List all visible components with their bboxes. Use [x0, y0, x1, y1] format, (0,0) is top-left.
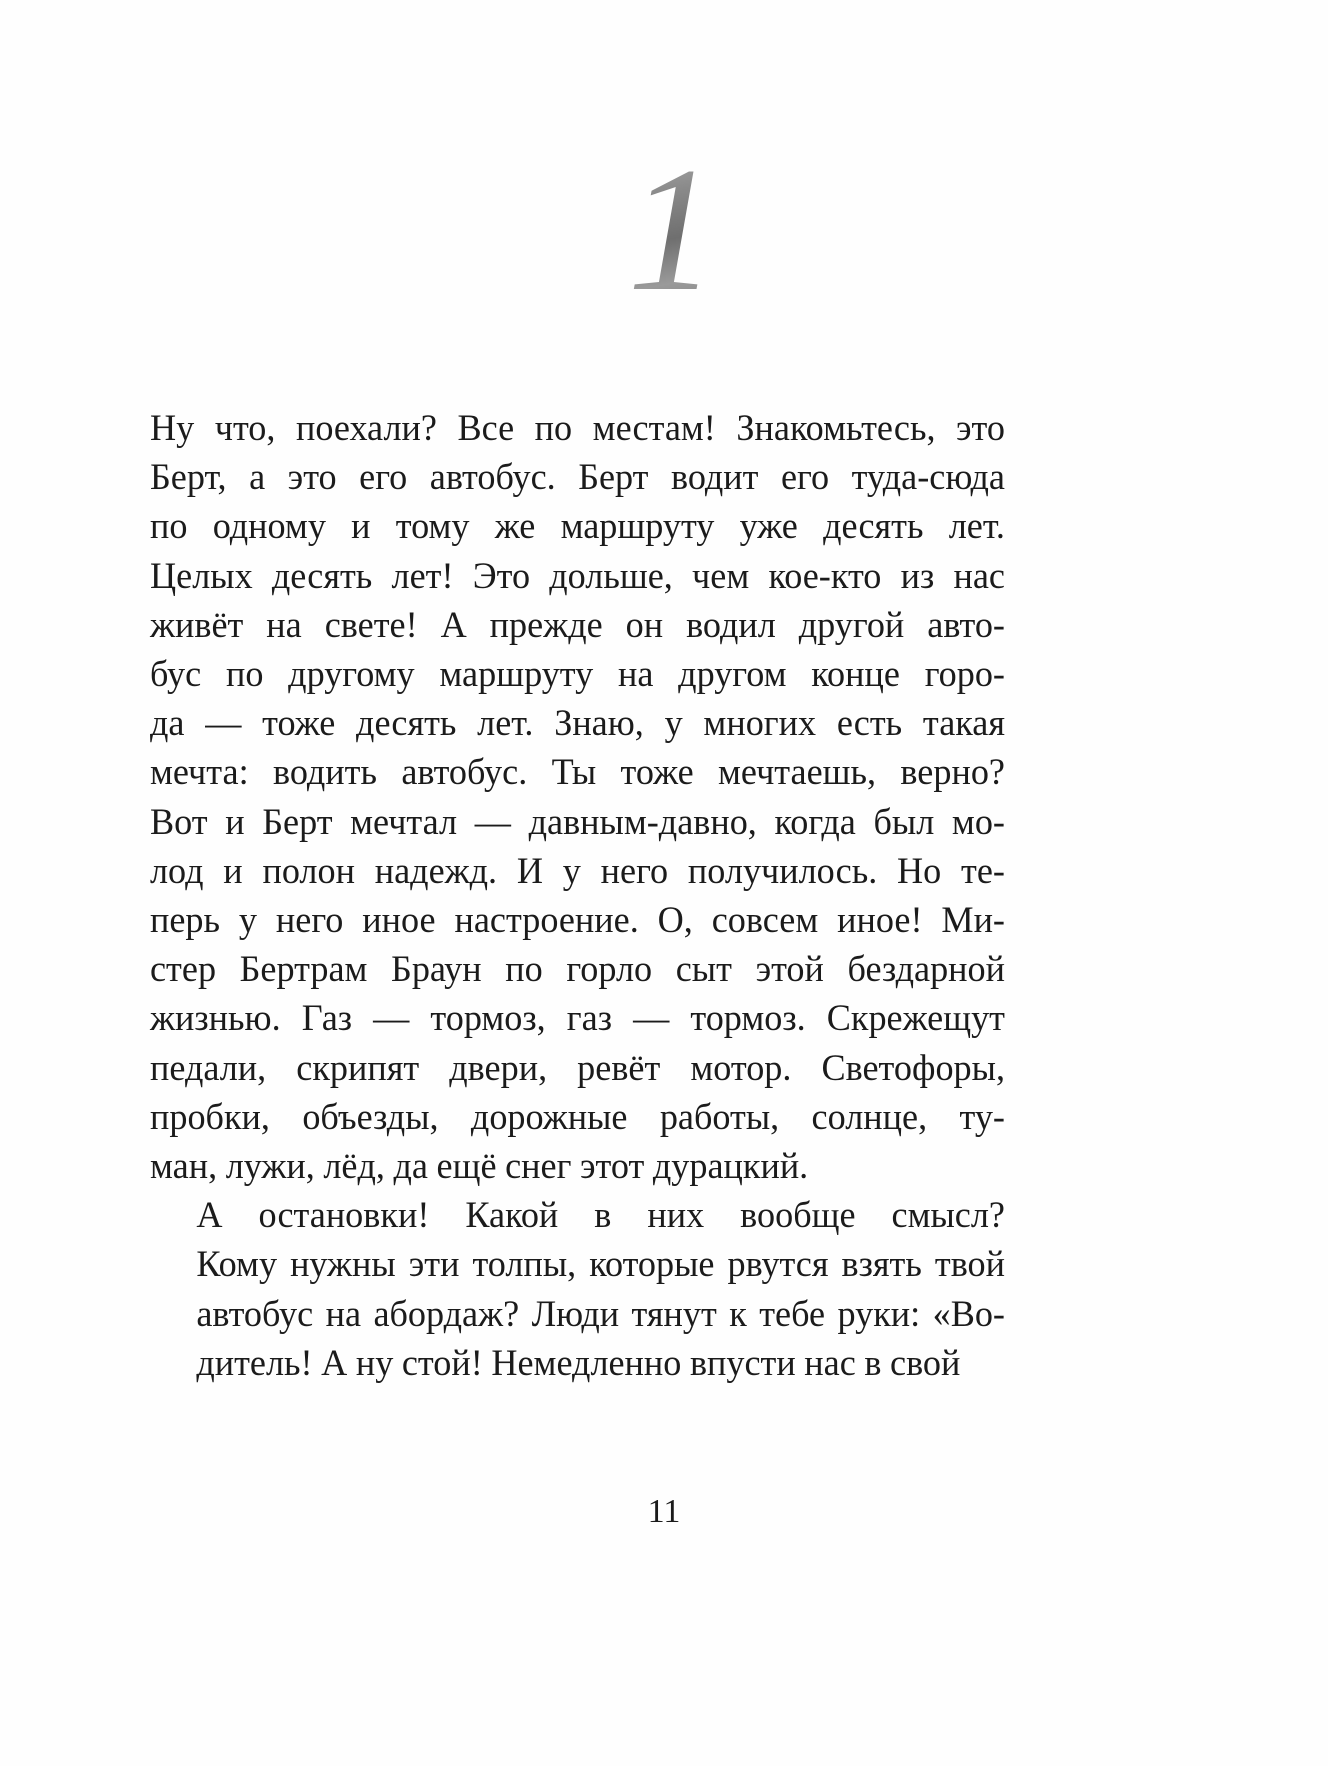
text-line: стер Бертрам Браун по горло сыт этой бездарной	[150, 949, 1005, 991]
paragraph-1	[150, 404, 1005, 1191]
text-line: Кому нужны эти толпы, которые рвутся взять твой	[196, 1244, 1005, 1286]
paragraph-2	[150, 1191, 1005, 1388]
text-line: дитель! А ну стой! Немедленно впусти нас в свой	[196, 1342, 961, 1384]
text-line: жизнью. Газ — тормоз, газ — тормоз. Скрежещут	[150, 998, 1005, 1040]
text-line: Целых десять лет! Это дольше, чем кое-кто из нас	[150, 555, 1005, 597]
text-line: лод и полон надежд. И у него получилось. Но те-	[150, 850, 1005, 892]
text-line: педали, скрипят двери, ревёт мотор. Светофоры,	[150, 1047, 1005, 1089]
text-line: перь у него иное настроение. О, совсем иное! Ми-	[150, 900, 1005, 942]
chapter-number: 1	[627, 130, 717, 328]
text-line: А остановки! Какой в них вообще смысл?	[196, 1195, 1005, 1237]
text-line: по одному и тому же маршруту уже десять лет.	[150, 506, 1005, 548]
text-line: да — тоже десять лет. Знаю, у многих есть такая	[150, 703, 1005, 745]
text-line: живёт на свете! А прежде он водил другой авто-	[150, 604, 1005, 646]
text-line: Вот и Берт мечтал — давным-давно, когда был мо-	[150, 801, 1005, 843]
text-line: ман, лужи, лёд, да ещё снег этот дурацкий.	[150, 1146, 809, 1188]
text-line: мечта: водить автобус. Ты тоже мечтаешь, верно?	[150, 752, 1005, 794]
text-line: Берт, а это его автобус. Берт водит его туда-сюда	[150, 457, 1005, 499]
chapter-number-container	[0, 130, 1328, 328]
text-line: бус по другому маршруту на другом конце горо-	[150, 654, 1005, 696]
text-line: пробки, объезды, дорожные работы, солнце, ту-	[150, 1096, 1005, 1138]
page-body-text	[150, 404, 1036, 1388]
text-line: автобус на абордаж? Люди тянут к тебе руки: «Во-	[196, 1293, 1005, 1335]
page-number: 11	[647, 1493, 681, 1530]
text-line: Ну что, поехали? Все по местам! Знакомьтесь, это	[150, 408, 1005, 449]
